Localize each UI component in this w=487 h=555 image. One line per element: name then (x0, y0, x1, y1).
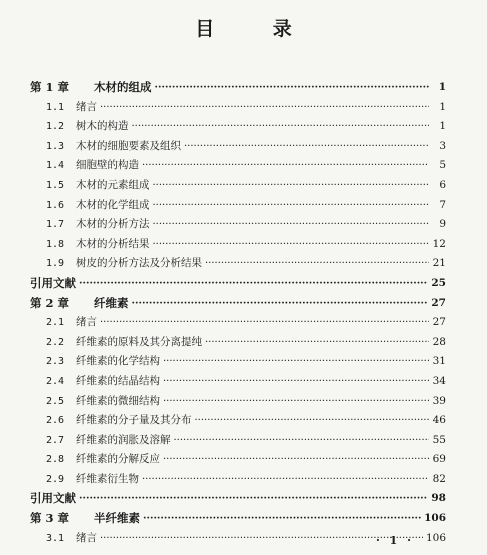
dot-leader (163, 372, 429, 392)
toc-entry-page-number: 6 (439, 178, 446, 191)
toc-entry-page-number: 31 (432, 355, 446, 368)
toc-entry-number: 2.9 (46, 473, 65, 485)
toc-entry-section (30, 254, 446, 274)
toc-entry-section (30, 137, 446, 157)
toc-entry-label: 纤维素的原料及其分离提纯 (76, 335, 202, 348)
toc-entry-page-number: 82 (432, 472, 446, 485)
toc-entry-number: 1.3 (46, 140, 65, 152)
toc-entry-section (30, 156, 446, 176)
toc-entry-number: 2.5 (46, 395, 65, 407)
toc-entry-page-number: 7 (439, 198, 446, 211)
toc-entry-number: 1.4 (46, 160, 65, 172)
toc-entry-label: 纤维素的分解反应 (76, 453, 160, 466)
toc-entry-page-number: 21 (432, 257, 446, 270)
toc-entry-section (30, 313, 446, 333)
toc-entry-page-number: 27 (431, 296, 446, 309)
toc-entry-label: 树木的构造 (76, 120, 129, 133)
toc-entry-section (30, 352, 446, 372)
dot-leader (142, 156, 429, 176)
toc-entry-number: 1.5 (46, 179, 65, 191)
toc-entry-page-number: 28 (432, 335, 446, 348)
toc-entry-page-number: 55 (432, 433, 446, 446)
toc-entry-page-number: 69 (432, 453, 446, 466)
toc-entry-page-number: 46 (432, 414, 446, 427)
dot-leader (174, 431, 430, 451)
dot-leader (163, 392, 429, 412)
dot-leader (100, 98, 429, 118)
toc-entry-label: 纤维素的微细结构 (76, 394, 160, 407)
dot-leader (163, 450, 429, 470)
toc-entry-number: 2.7 (46, 434, 65, 446)
toc-entry-label: 木材的组成 (94, 80, 152, 94)
dot-leader (184, 137, 429, 157)
toc-entry-label: 绪言 (76, 100, 97, 113)
toc-entry-chapter (30, 509, 446, 529)
toc-entry-section (30, 117, 446, 137)
toc-entry-number: 1.1 (46, 101, 65, 113)
toc-entry-label: 木材的元素组成 (76, 178, 150, 191)
toc-entry-number: 2.3 (46, 356, 65, 368)
dot-leader (153, 235, 430, 255)
dot-leader (142, 470, 429, 490)
toc-entry-page-number: 98 (431, 492, 446, 505)
toc-entry-section (30, 215, 446, 235)
toc-entry-section (30, 372, 446, 392)
toc-entry-refs (30, 274, 446, 294)
toc-entry-number: 2.8 (46, 454, 65, 466)
toc-entry-number: 2.6 (46, 415, 65, 427)
toc-entry-chapter (30, 78, 446, 98)
toc-entry-section (30, 450, 446, 470)
toc-entry-number: 第 2 章 (30, 295, 70, 310)
page-number-footer: · 1 · (376, 534, 414, 547)
toc-entry-page-number: 3 (439, 139, 446, 152)
toc-entry-number: 1.7 (46, 219, 65, 231)
toc-entry-section (30, 235, 446, 255)
dot-leader (79, 274, 428, 294)
toc-entry-page-number: 25 (431, 276, 446, 289)
dot-leader (100, 313, 429, 333)
toc-entry-page-number: 1 (439, 100, 446, 113)
dot-leader (132, 117, 430, 137)
toc-entry-label: 木材的化学组成 (76, 198, 150, 211)
dot-leader (155, 78, 430, 98)
toc-entry-page-number: 1 (439, 120, 446, 133)
toc-entry-label: 纤维素的结晶结构 (76, 374, 160, 387)
toc-entry-label: 木材的分析方法 (76, 218, 150, 231)
toc-entry-section (30, 98, 446, 118)
dot-leader (163, 352, 429, 372)
toc-entry-section (30, 333, 446, 353)
toc-entry-page-number: 106 (425, 531, 446, 544)
toc-entry-label: 引用文献 (30, 491, 76, 506)
toc-entry-label: 纤维素的化学结构 (76, 355, 160, 368)
dot-leader (195, 411, 430, 431)
toc-entry-page-number: 9 (439, 218, 446, 231)
dot-leader (153, 176, 430, 196)
dot-leader (205, 333, 429, 353)
toc-entry-label: 绪言 (76, 316, 97, 329)
toc-entry-number: 2.2 (46, 336, 65, 348)
toc-entry-refs (30, 489, 446, 509)
toc-entry-page-number: 106 (424, 512, 446, 525)
toc-entry-label: 木材的细胞要素及组织 (76, 139, 181, 152)
toc-entry-label: 绪言 (76, 531, 97, 544)
dot-leader (132, 294, 429, 314)
dot-leader (100, 529, 423, 549)
toc-entry-page-number: 39 (432, 394, 446, 407)
toc-entry-number: 3.1 (46, 532, 65, 544)
toc-entry-page-number: 27 (432, 316, 446, 329)
toc-entry-number: 2.4 (46, 375, 65, 387)
toc-entry-section (30, 176, 446, 196)
toc-entry-section (30, 411, 446, 431)
toc-entry-number: 2.1 (46, 317, 65, 329)
toc-entry-page-number: 34 (432, 374, 446, 387)
toc-entry-number: 第 1 章 (30, 80, 70, 94)
toc-entry-section (30, 392, 446, 412)
toc-entry-page-number: 1 (438, 81, 446, 93)
toc-entry-label: 纤维素 (94, 295, 129, 310)
dot-leader (143, 509, 421, 529)
toc-entry-label: 引用文献 (30, 275, 76, 290)
toc-entry-number: 1.6 (46, 199, 65, 211)
toc-entry-section (30, 470, 446, 490)
toc-entry-label: 半纤维素 (94, 511, 140, 526)
toc-entry-label: 细胞壁的构造 (76, 159, 139, 172)
toc-entry-section (30, 196, 446, 216)
toc-entry-number: 第 3 章 (30, 511, 70, 526)
dot-leader (205, 254, 429, 274)
toc-entry-page-number: 5 (439, 159, 446, 172)
toc-entry-label: 纤维素衍生物 (76, 472, 139, 485)
dot-leader (153, 196, 430, 216)
page-title: 目 录 (195, 18, 318, 40)
table-of-contents (30, 78, 446, 548)
dot-leader (153, 215, 430, 235)
toc-entry-label: 木材的分析结果 (76, 237, 150, 250)
toc-entry-page-number: 12 (432, 237, 446, 250)
toc-entry-number: 1.8 (46, 238, 65, 250)
toc-entry-label: 纤维素的分子量及其分布 (76, 414, 192, 427)
toc-entry-number: 1.9 (46, 258, 65, 270)
toc-entry-label: 树皮的分析方法及分析结果 (76, 257, 202, 270)
dot-leader (79, 489, 428, 509)
toc-entry-section (30, 431, 446, 451)
toc-entry-label: 纤维素的润胀及溶解 (76, 433, 171, 446)
toc-entry-number: 1.2 (46, 121, 65, 133)
toc-entry-chapter (30, 294, 446, 314)
